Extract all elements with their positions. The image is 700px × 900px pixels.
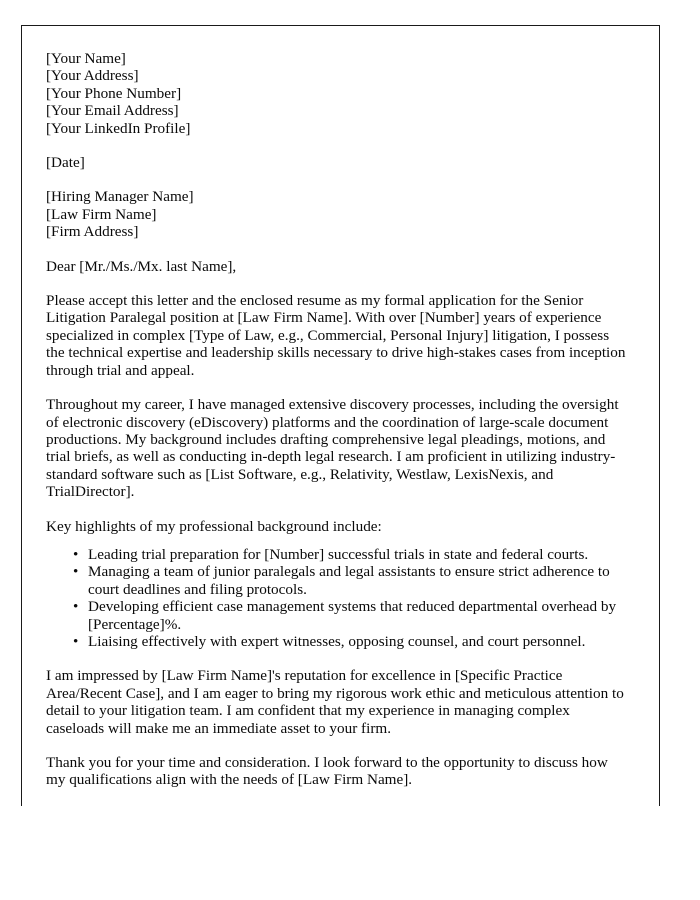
bullet-point-icon: • [73,563,79,581]
body-paragraph-1: Please accept this letter and the enclosed resume as my formal application for the Senior Litigation Paralegal position at [Law Firm Name]. With over [Number] years of experience specialized in complex [Type of Law, e.g., Commercial, Personal Injury] litigation, I possess the technical expertise and leadership skills necessary to drive high-stakes cases from inception through trial and appeal. [46,292,626,379]
sender-phone-line: [Your Phone Number] [46,84,182,102]
recipient-firm-line: [Law Firm Name] [46,205,157,223]
date-block [46,154,627,171]
bullet-point-icon: • [73,632,79,650]
list-item-text: Leading trial preparation for [Number] successful trials in state and federal courts. [88,545,589,563]
highlights-list [46,546,627,650]
recipient-address-block [46,188,627,240]
salutation-block [46,258,627,275]
salutation-line: Dear [Mr./Ms./Mx. last Name], [46,257,237,275]
recipient-address-line: [Firm Address] [46,223,139,241]
date-line: [Date] [46,154,85,172]
list-item [46,563,627,598]
list-item [46,546,627,563]
document-page [21,25,660,806]
bullet-point-icon: • [73,598,79,616]
body-paragraph-3: I am impressed by [Law Firm Name]'s reputation for excellence in [Specific Practice Area/Recent Case], and I am eager to bring my rigorous work ethic and meticulous attention to detail to your litigation team. I am confident that my experience in managing complex caseloads will make me an immediate asset to your firm. [46,667,624,737]
list-item [46,598,627,633]
recipient-manager-line: [Hiring Manager Name] [46,188,194,206]
sender-address-block [46,50,627,137]
sender-address-line: [Your Address] [46,67,139,85]
list-item-text: Liaising effectively with expert witnesses, opposing counsel, and court personnel. [88,632,586,650]
bullet-point-icon: • [73,545,79,563]
sender-email-line: [Your Email Address] [46,102,179,120]
body-paragraph-2: Throughout my career, I have managed extensive discovery processes, including the oversight of electronic discovery (eDiscovery) platforms and the coordination of large-scale document productions. My background includes drafting comprehensive legal pleadings, motions, and trial briefs, as well as conducting in-depth legal research. I am proficient in utilizing industry-standard software such as [List Software, e.g., Relativity, Westlaw, LexisNexis, and TrialDirector]. [46,396,619,501]
sender-linkedin-line: [Your LinkedIn Profile] [46,119,191,137]
sender-name-line: [Your Name] [46,50,126,67]
list-item-text: Managing a team of junior paralegals and legal assistants to ensure strict adherence to court deadlines and filing protocols. [88,563,610,598]
body-paragraph-4: Thank you for your time and consideration. I look forward to the opportunity to discuss how my qualifications align with the needs of [Law Firm Name]. [46,754,608,789]
highlights-intro: Key highlights of my professional background include: [46,517,382,535]
list-item-text: Developing efficient case management systems that reduced departmental overhead by [Percentage]%. [88,598,617,633]
list-item [46,633,627,650]
document-body [22,26,659,789]
